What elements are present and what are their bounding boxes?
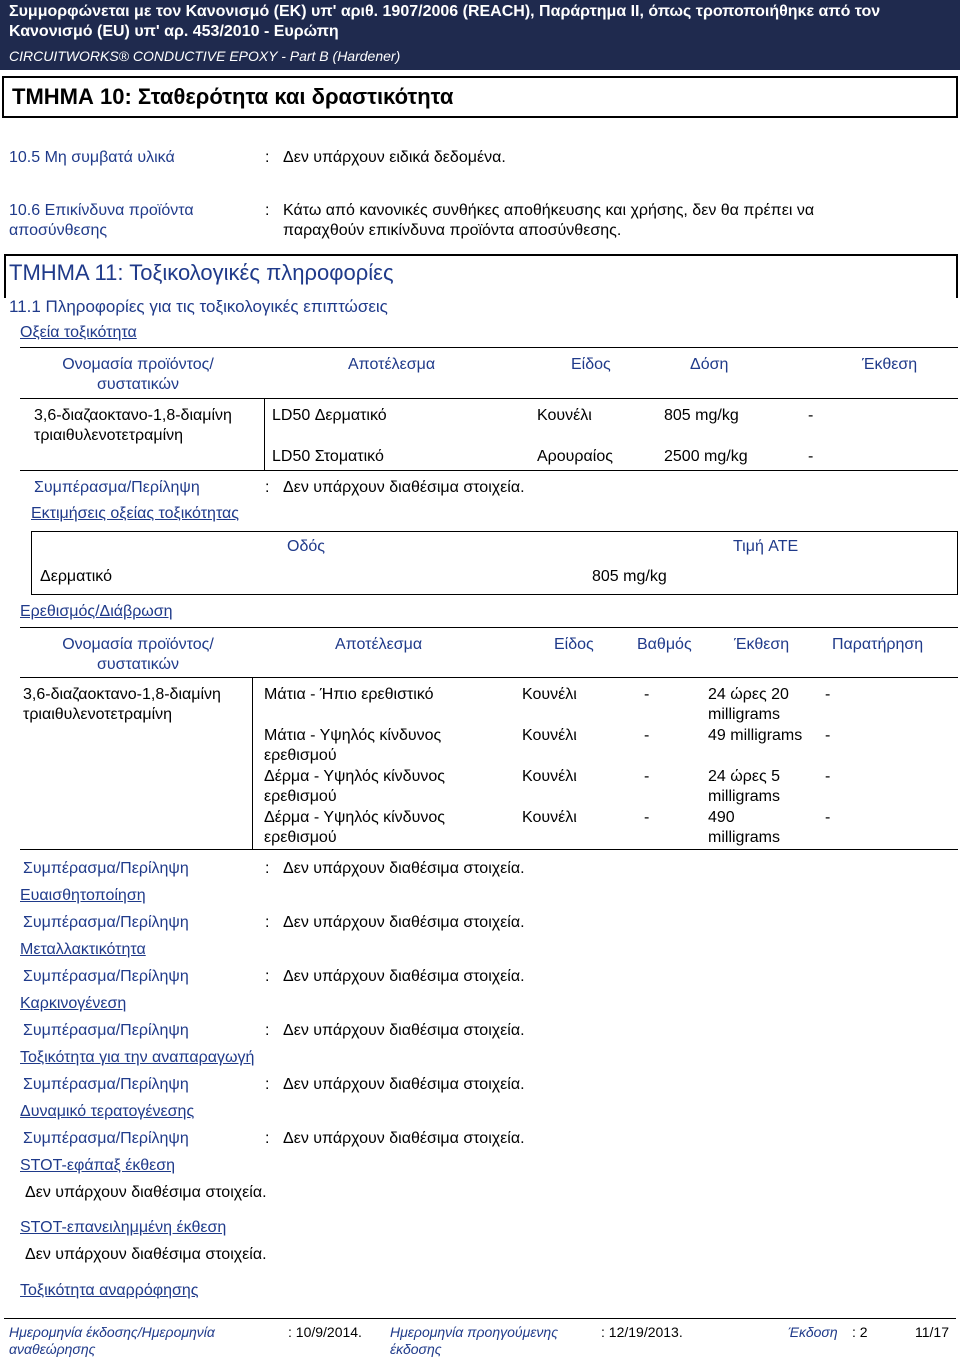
- acute-row-2-species: Αρουραίος: [537, 448, 613, 465]
- irr-row-3-result-1: Δέρμα - Υψηλός κίνδυνος: [264, 768, 445, 785]
- acute-header-species: Είδος: [571, 356, 611, 373]
- repro-conclusion-colon: :: [265, 1076, 270, 1093]
- stot-single-title: STOT-εφάπαξ έκθεση: [20, 1157, 175, 1174]
- acute-header-dose: Δόση: [690, 356, 729, 373]
- irr-row-2-species: Κουνέλι: [522, 727, 577, 744]
- acute-toxicity-title: Οξεία τοξικότητα: [20, 324, 137, 341]
- acute-row-1-dose: 805 mg/kg: [664, 407, 739, 424]
- mut-conclusion-colon: :: [265, 968, 270, 985]
- irr-row-4-score: -: [644, 809, 650, 826]
- irr-row-4-observation: -: [825, 809, 831, 826]
- irr-row-1-observation: -: [825, 686, 831, 703]
- irr-row-2-observation: -: [825, 727, 831, 744]
- footer-issue-label-2: αναθεώρησης: [9, 1341, 96, 1357]
- irr-header-name-1: Ονομασία προϊόντος/: [62, 636, 214, 653]
- acute-conclusion-label: Συμπέρασμα/Περίληψη: [34, 479, 200, 496]
- irr-header-species: Είδος: [554, 636, 594, 653]
- acute-row-1-result: LD50 Δερματικό: [272, 407, 387, 424]
- ate-table: [31, 531, 958, 595]
- carc-conclusion-colon: :: [265, 1022, 270, 1039]
- acute-row-1-species: Κουνέλι: [537, 407, 592, 424]
- carcinogenicity-title: Καρκινογένεση: [20, 995, 127, 1012]
- acute-col-divider: [264, 398, 265, 470]
- s106-label-1: 10.6 Επικίνδυνα προϊόντα: [9, 202, 194, 219]
- ate-row-value: 805 mg/kg: [592, 568, 667, 585]
- s105-colon: :: [265, 149, 270, 166]
- acute-substance-2: τριαιθυλενοτετραμίνη: [34, 427, 184, 444]
- terat-conclusion-label: Συμπέρασμα/Περίληψη: [23, 1130, 189, 1147]
- irr-row-4-exposure-2: milligrams: [708, 829, 780, 846]
- irr-row-1-result-1: Μάτια - Ήπιο ερεθιστικό: [264, 686, 434, 703]
- acute-table-bottom-rule: [20, 470, 958, 471]
- irr-header-observation: Παρατήρηση: [832, 636, 924, 653]
- carc-conclusion-value: Δεν υπάρχουν διαθέσιμα στοιχεία.: [283, 1022, 525, 1039]
- section-11-title: ΤΜΗΜΑ 11: Τοξικολογικές πληροφορίες: [9, 260, 394, 285]
- irr-row-4-exposure-1: 490: [708, 809, 735, 826]
- sens-conclusion-colon: :: [265, 914, 270, 931]
- s106-value-2: παραχθούν επικίνδυνα προϊόντα αποσύνθεσης.: [283, 222, 622, 239]
- irr-row-1-exposure-2: milligrams: [708, 706, 780, 723]
- reproductive-title: Τοξικότητα για την αναπαραγωγή: [20, 1049, 255, 1066]
- product-name: CIRCUITWORKS® CONDUCTIVE EPOXY - Part B (Hardener): [9, 48, 401, 64]
- regulation-text: Συμμορφώνεται με τον Κανονισμό (ΕΚ) υπ' αριθ. 1907/2006 (REACH), Παράρτημα II, όπως τροποποιήθηκε από τον Κανονισμό (EU) υπ' αρ. 453/2010 - Ευρώπη: [9, 3, 881, 40]
- sensitisation-title: Ευαισθητοποίηση: [20, 887, 146, 904]
- irr-row-2-result-1: Μάτια - Υψηλός κίνδυνος: [264, 727, 442, 744]
- irr-table-top-rule: [20, 627, 958, 628]
- irr-row-3-species: Κουνέλι: [522, 768, 577, 785]
- irr-header-exposure: Έκθεση: [734, 636, 790, 653]
- ate-row-route: Δερματικό: [40, 568, 112, 585]
- acute-header-rule: [20, 398, 958, 399]
- terat-conclusion-colon: :: [265, 1130, 270, 1147]
- footer-issue-value: : 10/9/2014.: [288, 1324, 362, 1340]
- s105-label: 10.5 Μη συμβατά υλικά: [9, 149, 175, 166]
- irr-row-3-exposure-1: 24 ώρες 5: [708, 768, 781, 785]
- irritation-title: Ερεθισμός/Διάβρωση: [20, 603, 173, 620]
- irr-row-3-score: -: [644, 768, 650, 785]
- irr-substance-1: 3,6-διαζαοκτανο-1,8-διαμίνη: [23, 686, 221, 703]
- footer-rule: [4, 1318, 956, 1319]
- document-header: [0, 0, 960, 70]
- irr-table-bottom-rule: [20, 849, 958, 850]
- carc-conclusion-label: Συμπέρασμα/Περίληψη: [23, 1022, 189, 1039]
- stot-single-value: Δεν υπάρχουν διαθέσιμα στοιχεία.: [25, 1184, 267, 1201]
- irr-header-rule: [20, 677, 958, 678]
- s106-value-1: Κάτω από κανονικές συνθήκες αποθήκευσης και χρήσης, δεν θα πρέπει να: [283, 202, 815, 219]
- irr-conclusion-value: Δεν υπάρχουν διαθέσιμα στοιχεία.: [283, 860, 525, 877]
- acute-header-exposure: Έκθεση: [862, 356, 918, 373]
- ate-header-route: Οδός: [287, 538, 325, 555]
- acute-header-name-1: Ονομασία προϊόντος/: [62, 356, 214, 373]
- irr-row-4-species: Κουνέλι: [522, 809, 577, 826]
- ate-header-value: Τιμή ATE: [733, 538, 799, 555]
- irr-row-3-exposure-2: milligrams: [708, 788, 780, 805]
- irr-row-4-result-1: Δέρμα - Υψηλός κίνδυνος: [264, 809, 445, 826]
- irr-row-1-species: Κουνέλι: [522, 686, 577, 703]
- irr-row-3-observation: -: [825, 768, 831, 785]
- acute-row-2-dose: 2500 mg/kg: [664, 448, 748, 465]
- irr-header-result: Αποτέλεσμα: [335, 636, 423, 653]
- irr-row-1-exposure-1: 24 ώρες 20: [708, 686, 789, 703]
- subsection-11-1: 11.1 Πληροφορίες για τις τοξικολογικές επιπτώσεις: [9, 297, 388, 316]
- acute-row-2-result: LD50 Στοματικό: [272, 448, 384, 465]
- footer-issue-label-1: Ημερομηνία έκδοσης/Ημερομηνία: [9, 1324, 215, 1340]
- acute-header-result: Αποτέλεσμα: [348, 356, 436, 373]
- ate-title: Εκτιμήσεις οξείας τοξικότητας: [31, 505, 239, 522]
- footer-prev-label-2: έκδοσης: [390, 1341, 442, 1357]
- irr-row-1-score: -: [644, 686, 650, 703]
- stot-repeated-title: STOT-επανειλημμένη έκθεση: [20, 1219, 227, 1236]
- footer-version-value: : 2: [852, 1324, 868, 1340]
- irr-row-2-result-2: ερεθισμού: [264, 747, 337, 764]
- irr-col-divider: [252, 677, 253, 849]
- acute-substance-1: 3,6-διαζαοκτανο-1,8-διαμίνη: [34, 407, 232, 424]
- irr-substance-2: τριαιθυλενοτετραμίνη: [23, 706, 173, 723]
- irr-row-3-result-2: ερεθισμού: [264, 788, 337, 805]
- teratogenicity-title: Δυναμικό τερατογένεσης: [20, 1103, 195, 1120]
- footer-page-number: 11/17: [915, 1324, 949, 1340]
- irr-row-4-result-2: ερεθισμού: [264, 829, 337, 846]
- s106-label-2: αποσύνθεσης: [9, 222, 108, 239]
- s105-value: Δεν υπάρχουν ειδικά δεδομένα.: [283, 149, 506, 166]
- irr-row-2-score: -: [644, 727, 650, 744]
- acute-header-name-2: συστατικών: [96, 376, 179, 393]
- mutagenicity-title: Μεταλλακτικότητα: [20, 941, 146, 958]
- acute-conclusion-value: Δεν υπάρχουν διαθέσιμα στοιχεία.: [283, 479, 525, 496]
- footer-prev-value: : 12/19/2013.: [601, 1324, 683, 1340]
- footer-version-label: Έκδοση: [788, 1324, 838, 1340]
- acute-table-top-rule: [20, 347, 958, 348]
- section-10-title: ΤΜΗΜΑ 10: Σταθερότητα και δραστικότητα: [2, 76, 958, 118]
- aspiration-title: Τοξικότητα αναρρόφησης: [20, 1282, 199, 1299]
- sens-conclusion-value: Δεν υπάρχουν διαθέσιμα στοιχεία.: [283, 914, 525, 931]
- mut-conclusion-label: Συμπέρασμα/Περίληψη: [23, 968, 189, 985]
- irr-conclusion-colon: :: [265, 860, 270, 877]
- footer-prev-label-1: Ημερομηνία προηγούμενης: [390, 1324, 559, 1340]
- irr-conclusion-label: Συμπέρασμα/Περίληψη: [23, 860, 189, 877]
- s106-colon: :: [265, 202, 270, 219]
- mut-conclusion-value: Δεν υπάρχουν διαθέσιμα στοιχεία.: [283, 968, 525, 985]
- acute-row-1-exposure: -: [808, 407, 814, 424]
- stot-repeated-value: Δεν υπάρχουν διαθέσιμα στοιχεία.: [25, 1246, 267, 1263]
- irr-header-score: Βαθμός: [637, 636, 692, 653]
- sens-conclusion-label: Συμπέρασμα/Περίληψη: [23, 914, 189, 931]
- acute-conclusion-colon: :: [265, 479, 270, 496]
- repro-conclusion-value: Δεν υπάρχουν διαθέσιμα στοιχεία.: [283, 1076, 525, 1093]
- irr-row-2-exposure-1: 49 milligrams: [708, 727, 803, 744]
- irr-header-name-2: συστατικών: [96, 656, 179, 673]
- repro-conclusion-label: Συμπέρασμα/Περίληψη: [23, 1076, 189, 1093]
- acute-row-2-exposure: -: [808, 448, 814, 465]
- terat-conclusion-value: Δεν υπάρχουν διαθέσιμα στοιχεία.: [283, 1130, 525, 1147]
